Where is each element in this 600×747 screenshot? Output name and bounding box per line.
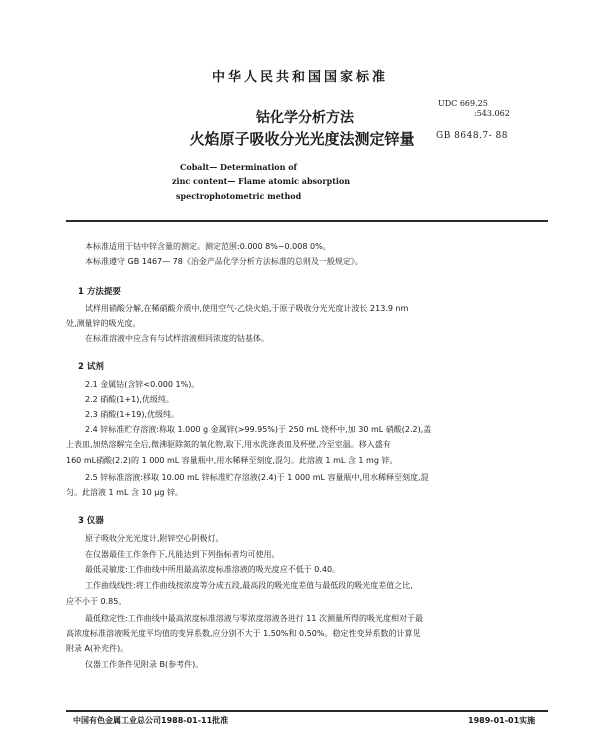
instrument-linearity-line-1: 工作曲线线性:将工作曲线按浓度等分成五段,最高段的吸光度差值与最低段的吸光度差值之比,	[85, 581, 413, 590]
reagent-2-1: 2.1 金属钴(含锌<0.000 1%)。	[85, 380, 200, 389]
instrument-linearity-line-2: 应不小于 0.85。	[66, 597, 127, 606]
instrument-para-2: 在仪器最佳工作条件下,凡能达到下列指标者均可使用。	[85, 550, 280, 559]
header-divider	[66, 220, 548, 222]
english-title-line-1: Cobalt— Determination of	[180, 162, 297, 172]
footer-divider	[66, 710, 548, 712]
reagent-2-4-line-3: 160 mL硝酸(2.2)的 1 000 mL 容量瓶中,用水稀释至刻度,混匀。此溶液 1 mL 含 1 mg 锌。	[66, 456, 398, 465]
document-title-line-2: 火焰原子吸收分光光度法测定锌量	[189, 130, 415, 148]
intro-compliance: 本标准遵守 GB 1467— 78《冶金产品化学分析方法标准的总则及一般规定》。	[85, 257, 363, 266]
approval-line: 中国有色金属工业总公司1988-01-11批准	[73, 716, 229, 725]
instrument-stability-line-3: 附录 A(补充件)。	[66, 644, 129, 653]
section-1-para-1-line-1: 试样用硝酸分解,在稀硝酸介质中,使用空气-乙炔火焰,于原子吸收分光光度计波长 213.9 nm	[85, 304, 409, 313]
instrument-para-1: 原子吸收分光光度计,附锌空心阴极灯。	[85, 534, 224, 543]
reagent-2-2: 2.2 硝酸(1+1),优级纯。	[85, 395, 174, 404]
english-title-line-2: zinc content— Flame atomic absorption	[172, 176, 351, 186]
reagent-2-4-line-1: 2.4 锌标准贮存溶液:称取 1.000 g 金属锌(>99.95%)于 250 mL 烧杯中,加 30 mL 硝酸(2.2),盖	[85, 425, 432, 434]
reagent-2-5-line-1: 2.5 锌标准溶液:移取 10.00 mL 锌标准贮存溶液(2.4)于 1 000 mL 容量瓶中,用水稀释至刻度,混	[85, 473, 429, 482]
instrument-stability-line-1: 最低稳定性:工作曲线中最高浓度标准溶液与零浓度溶液各进行 11 次测量所得的吸光度相对于最	[85, 614, 423, 623]
instrument-sensitivity: 最低灵敏度:工作曲线中所用最高浓度标准溶液的吸光度应不低于 0.40。	[85, 565, 341, 574]
intro-scope: 本标准适用于钴中锌含量的测定。测定范围:0.000 8%~0.008 0%。	[85, 242, 331, 251]
document-title-line-1: 钴化学分析方法	[256, 110, 354, 126]
instrument-conditions: 仪器工作条件见附录 B(参考件)。	[85, 660, 204, 669]
section-1-heading: 1 方法提要	[78, 287, 121, 297]
section-1-para-2: 在标准溶液中应含有与试样溶液相同浓度的钴基体。	[85, 334, 269, 343]
reagent-2-4-line-2: 上表皿,加热溶解完全后,微沸驱除氮的氧化物,取下,用水洗涤表皿及杯壁,冷至室温。移入盛有	[66, 440, 391, 449]
section-3-heading: 3 仪器	[78, 516, 104, 526]
udc-line-2: :543.062	[474, 109, 510, 118]
implementation-date: 1989-01-01实施	[468, 716, 536, 725]
instrument-stability-line-2: 高浓度标准溶液吸光度平均值的变异系数,应分别不大于 1.50%和 0.50%。稳定性变异系数的计算见	[66, 629, 421, 638]
section-2-heading: 2 试剂	[78, 362, 104, 372]
section-1-para-1-line-2: 处,测量锌的吸光度。	[66, 319, 141, 328]
reagent-2-3: 2.3 硝酸(1+19),优级纯。	[85, 410, 180, 419]
standard-title: 中华人民共和国国家标准	[211, 70, 388, 85]
reagent-2-5-line-2: 匀。此溶液 1 mL 含 10 μg 锌。	[66, 488, 183, 497]
gb-number: GB 8648.7- 88	[436, 131, 509, 141]
udc-line-1: UDC 669.25	[438, 99, 488, 108]
english-title-line-3: spectrophotometric method	[176, 191, 302, 201]
